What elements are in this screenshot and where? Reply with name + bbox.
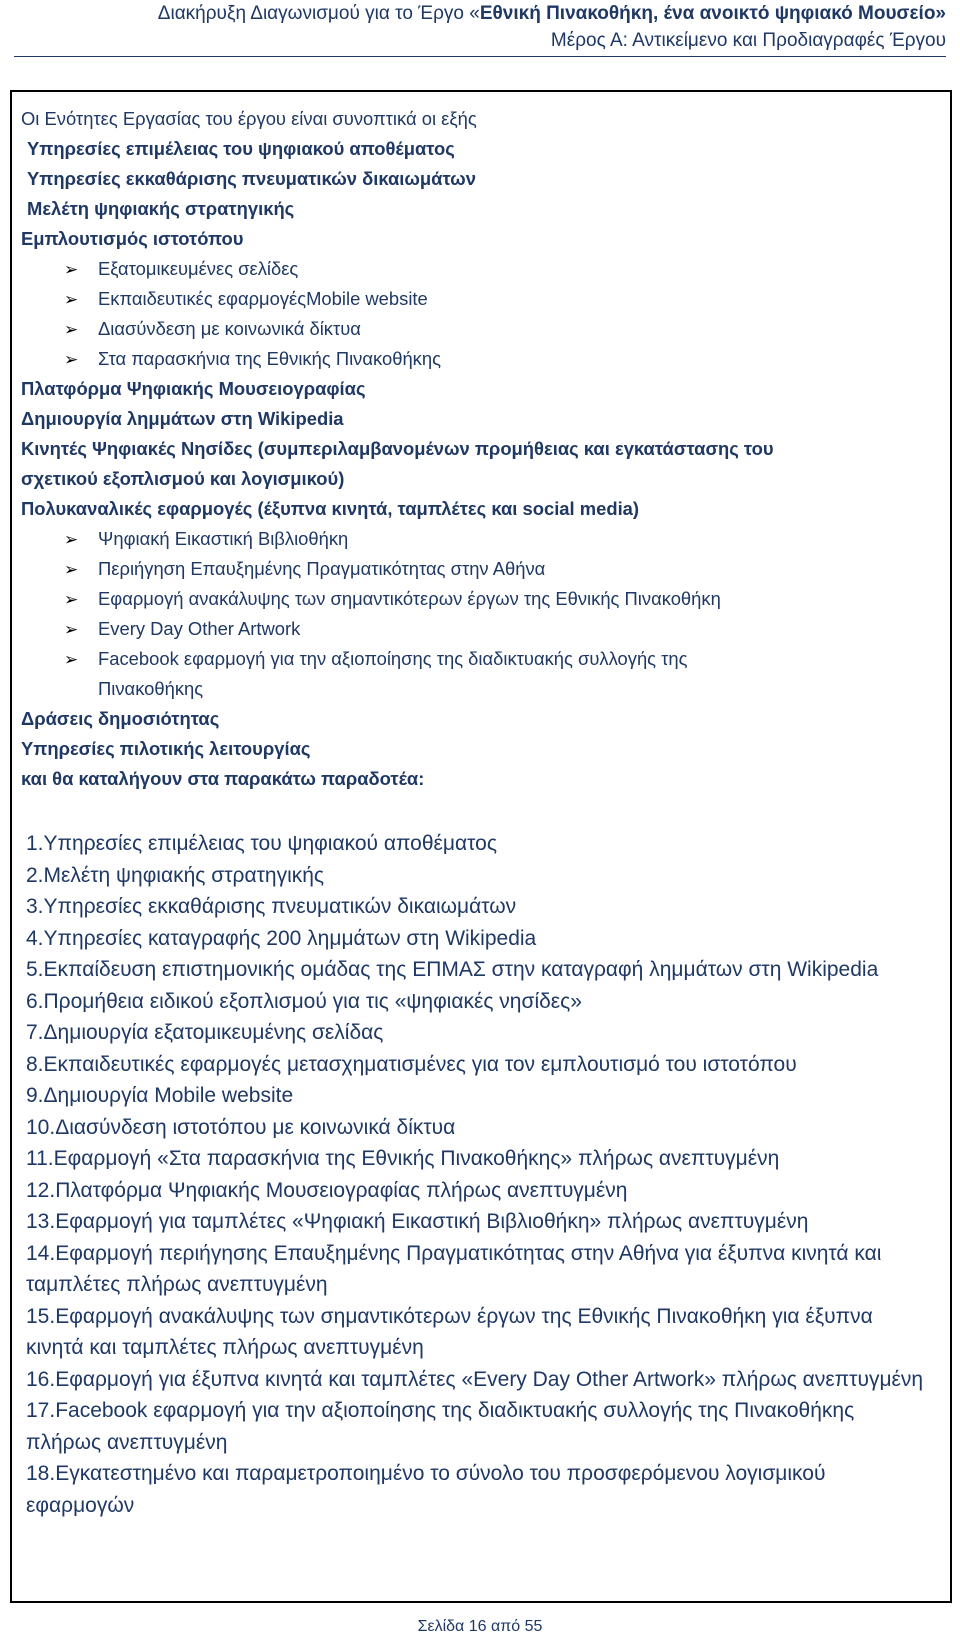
line-text: Μελέτη ψηφιακής στρατηγικής: [27, 198, 295, 219]
deliverable-item: 14.Εφαρμογή περιήγησης Επαυξημένης Πραγματικότητας στην Αθήνα για έξυπνα κινητά και ταμπλέτες πλήρως ανεπτυγμένη: [26, 1241, 882, 1296]
line-text: Πινακοθήκης: [98, 678, 204, 699]
line-text: Εμπλουτισμός ιστοτόπου: [21, 228, 244, 249]
sub-item: [21, 254, 950, 284]
line-text: και θα καταλήγουν στα παρακάτω παραδοτέα:: [21, 768, 425, 789]
arrow-bullet-icon: ➢: [64, 320, 79, 339]
arrow-bullet-icon: ➢: [64, 560, 79, 579]
sub-item-continuation: [21, 674, 950, 704]
work-package-item: [21, 224, 950, 254]
work-package-item: [21, 404, 950, 434]
line-text: Facebook εφαρμογή για την αξιοποίησης της διαδικτυακής συλλογής της: [98, 648, 688, 669]
deliverable-item: 5.Εκπαίδευση επιστημονικής ομάδας της ΕΠΜΑΣ στην καταγραφή λημμάτων στη Wikipedia: [26, 958, 879, 981]
line-text: Ψηφιακή Εικαστική Βιβλιοθήκη: [98, 528, 349, 549]
sub-item: [21, 554, 950, 584]
line-text: Δράσεις δημοσιότητας: [21, 708, 220, 729]
line-text: Διασύνδεση με κοινωνικά δίκτυα: [98, 318, 361, 339]
line-text: Στα παρασκήνια της Εθνικής Πινακοθήκης: [98, 348, 441, 369]
line-text: Εξατομικευμένες σελίδες: [98, 258, 299, 279]
arrow-bullet-icon: ➢: [64, 590, 79, 609]
work-package-item: [21, 434, 950, 464]
line-text: Περιήγηση Επαυξημένης Πραγματικότητας στην Αθήνα: [98, 558, 546, 579]
deliverable-item: 10.Διασύνδεση ιστοτόπου με κοινωνικά δίκτυα: [26, 1115, 456, 1139]
sub-item: [21, 614, 950, 644]
line-text: Δημιουργία λημμάτων στη Wikipedia: [21, 408, 344, 429]
work-package-item: [21, 194, 950, 224]
arrow-bullet-icon: ➢: [64, 260, 79, 279]
deliverable-item: 13.Εφαρμογή για ταμπλέτες «Ψηφιακή Εικαστική Βιβλιοθήκη» πλήρως ανεπτυγμένη: [26, 1210, 809, 1233]
line-text: Εφαρμογή ανακάλυψης των σημαντικότερων έργων της Εθνικής Πινακοθήκη: [98, 588, 721, 609]
page-header: [0, 0, 960, 58]
work-package-item: [21, 374, 950, 404]
sub-item: [21, 644, 950, 674]
deliverable-item: 7.Δημιουργία εξατομικευμένης σελίδας: [26, 1021, 384, 1044]
header-subtitle: Μέρος Α: Αντικείμενο και Προδιαγραφές Έργου: [550, 30, 946, 51]
deliverable-item: 9.Δημιουργία Mobile website: [26, 1084, 294, 1107]
deliverable-item: 6.Προμήθεια ειδικού εξοπλισμού για τις «ψηφιακές νησίδες»: [26, 989, 582, 1013]
deliverable-item: 12.Πλατφόρμα Ψηφιακής Μουσειογραφίας πλήρως ανεπτυγμένη: [26, 1178, 628, 1202]
arrow-bullet-icon: ➢: [64, 290, 79, 309]
deliverable-item: 8.Εκπαιδευτικές εφαρμογές μετασχηματισμένες για τον εμπλουτισμό του ιστοτόπου: [26, 1052, 797, 1076]
deliverable-item: 11.Εφαρμογή «Στα παρασκήνια της Εθνικής Πινακοθήκης» πλήρως ανεπτυγμένη: [26, 1147, 780, 1170]
arrow-bullet-icon: ➢: [64, 350, 79, 369]
arrow-bullet-icon: ➢: [64, 650, 79, 669]
deliverable-item: 18.Εγκατεστημένο και παραμετροποιημένο το σύνολο του προσφερόμενου λογισμικού εφαρμογών: [26, 1462, 826, 1517]
deliverable-item: 17.Facebook εφαρμογή για την αξιοποίησης της διαδικτυακής συλλογής της Πινακοθήκης πλήρως ανεπτυγμένη: [26, 1399, 855, 1454]
line-text: Υπηρεσίες πιλοτικής λειτουργίας: [21, 738, 311, 759]
work-package-item: [21, 734, 950, 764]
header-rule: [14, 56, 946, 57]
deliverable-item: 15.Εφαρμογή ανακάλυψης των σημαντικότερων έργων της Εθνικής Πινακοθήκη για έξυπνα κινητά και ταμπλέτες πλήρως ανεπτυγμένη: [26, 1304, 873, 1359]
sub-item: [21, 524, 950, 554]
work-package-item: [21, 464, 950, 494]
sub-item: [21, 344, 950, 374]
line-text: σχετικού εξοπλισμού και λογισμικού): [21, 468, 345, 489]
line-text: Every Day Other Artwork: [98, 618, 301, 639]
content-box: [10, 90, 952, 1603]
header-title-bold: Εθνική Πινακοθήκη, ένα ανοικτό ψηφιακό Μουσείο»: [479, 3, 946, 24]
line-text: Πλατφόρμα Ψηφιακής Μουσειογραφίας: [21, 378, 366, 399]
deliverable-item: 3.Υπηρεσίες εκκαθάρισης πνευματικών δικαιωμάτων: [26, 895, 517, 918]
arrow-bullet-icon: ➢: [64, 530, 79, 549]
work-package-item: [21, 164, 950, 194]
sub-item: [21, 584, 950, 614]
deliverable-item: 4.Υπηρεσίες καταγραφής 200 λημμάτων στη Wikipedia: [26, 926, 537, 950]
sub-item: [21, 314, 950, 344]
deliverables-list: [21, 828, 950, 1521]
work-package-item: [21, 764, 950, 794]
line-text: Πολυκαναλικές εφαρμογές (έξυπνα κινητά, ταμπλέτες και social media): [21, 498, 640, 519]
line-text: Υπηρεσίες επιμέλειας του ψηφιακού αποθέματος: [27, 138, 455, 159]
sub-item: [21, 284, 950, 314]
deliverable-item: 2.Μελέτη ψηφιακής στρατηγικής: [26, 863, 325, 887]
work-package-item: [21, 134, 950, 164]
page-number: Σελίδα 16 από 55: [417, 1618, 543, 1635]
deliverable-item: 1.Υπηρεσίες επιμέλειας του ψηφιακού αποθέματος: [26, 832, 497, 855]
work-package-item: [21, 494, 950, 524]
work-packages-summary: [21, 104, 950, 794]
summary-lines: [21, 134, 950, 794]
line-text: Εκπαιδευτικές εφαρμογέςMobile website: [98, 288, 428, 309]
arrow-bullet-icon: ➢: [64, 620, 79, 639]
summary-intro: Οι Ενότητες Εργασίας του έργου είναι συνοπτικά οι εξής: [21, 108, 477, 129]
header-title: [158, 3, 946, 25]
deliverable-item: 16.Εφαρμογή για έξυπνα κινητά και ταμπλέτες «Every Day Other Artwork» πλήρως ανεπτυγμένη: [26, 1367, 924, 1391]
header-title-prefix: Διακήρυξη Διαγωνισμού για το Έργο «: [157, 3, 480, 24]
line-text: Υπηρεσίες εκκαθάρισης πνευματικών δικαιωμάτων: [27, 168, 476, 189]
line-text: Κινητές Ψηφιακές Νησίδες (συμπεριλαμβανομένων προμήθειας και εγκατάστασης του: [21, 438, 774, 459]
work-package-item: [21, 704, 950, 734]
